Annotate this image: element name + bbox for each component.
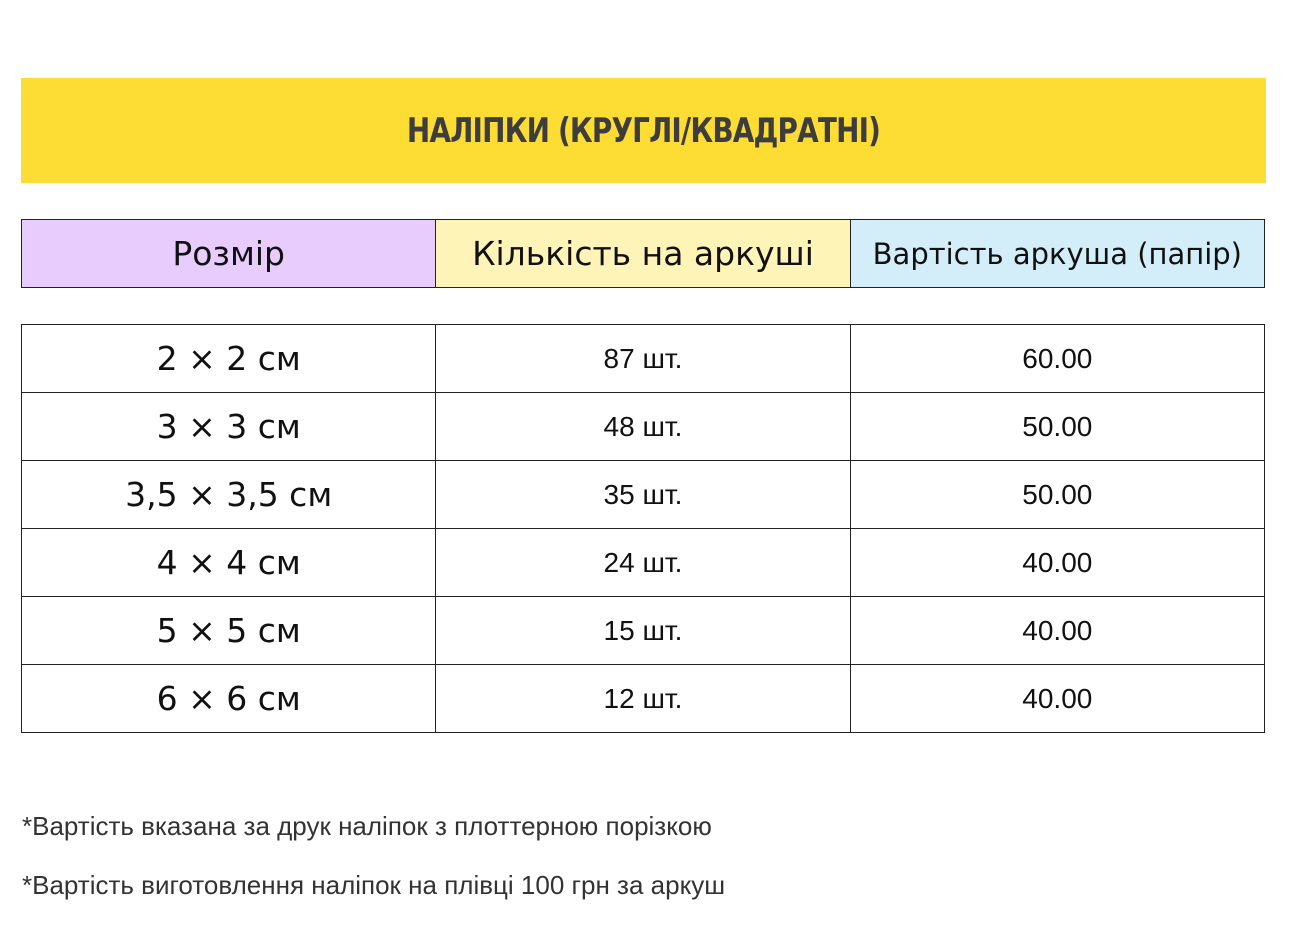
price-table [21,324,1265,733]
page-title: НАЛІПКИ (КРУГЛІ/КВАДРАТНІ) [406,110,881,151]
size-cell: 2 × 2 см [22,325,436,393]
table-row [22,597,1265,665]
size-cell: 3 × 3 см [22,393,436,461]
size-cell: 6 × 6 см [22,665,436,733]
price-cell: 40.00 [850,665,1264,733]
size-cell: 4 × 4 см [22,529,436,597]
table-row [22,325,1265,393]
quantity-cell: 35 шт. [436,461,850,529]
price-table-header [21,219,1265,288]
header-quantity: Кількість на аркуші [436,220,850,288]
header-price: Вартість аркуша (папір) [850,220,1264,288]
footnote-plotter-cutting: *Вартість вказана за друк наліпок з плоттерною порізкою [22,811,712,841]
header-row [22,220,1265,288]
footnote-film-price: *Вартість виготовлення наліпок на плівці 100 грн за аркуш [22,870,726,900]
quantity-cell: 87 шт. [436,325,850,393]
quantity-cell: 12 шт. [436,665,850,733]
table-row [22,665,1265,733]
table-row [22,461,1265,529]
title-banner [21,78,1266,183]
header-size: Розмір [22,220,436,288]
table-row [22,393,1265,461]
table-row [22,529,1265,597]
size-cell: 3,5 × 3,5 см [22,461,436,529]
price-cell: 40.00 [850,597,1264,665]
quantity-cell: 48 шт. [436,393,850,461]
price-cell: 40.00 [850,529,1264,597]
price-cell: 60.00 [850,325,1264,393]
price-cell: 50.00 [850,393,1264,461]
quantity-cell: 24 шт. [436,529,850,597]
price-cell: 50.00 [850,461,1264,529]
quantity-cell: 15 шт. [436,597,850,665]
size-cell: 5 × 5 см [22,597,436,665]
